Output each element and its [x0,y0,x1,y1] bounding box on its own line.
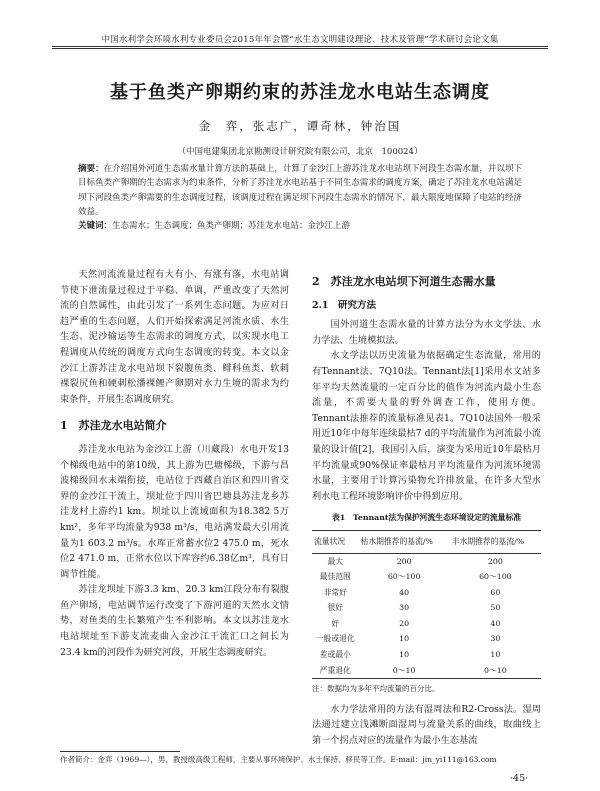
table-header-cell: 流量状况 [312,530,359,553]
header-rule-thin [52,48,548,49]
table-cell: 非常好 [323,587,347,597]
footnote-rule [60,751,180,752]
table-row [312,616,541,632]
table-note: 注：数据均为多年平均流量的百分比。 [312,684,440,694]
table-cell: 40 [490,618,501,628]
intro-paragraph: 天然河流流量过程有大有小、有涨有落，水电站调节使下泄流量过程过于平稳、单调，严重改变了天然河流的自然属性，由此引发了一系列生态问题。为应对日趋严重的生态问题，人们开始探索满足河流水质、水生生态、泥沙输运等生态需求的调度方式，以实现水电工程调度从传统的调度方式向生态调度的转变。本文以金沙江上游苏洼龙水电站坝下裂腹鱼类、鲱科鱼类、软刺裸裂尻鱼和硬刺松潘裸鲤产卵期对水力生境的需求为约束条件，开展生态调度研究。 [60,269,289,405]
table-cell: 30 [490,634,501,644]
table-cell: 0～10 [359,663,450,679]
right-column [312,260,541,749]
section-2-heading: 2 苏洼龙水电站坝下河道生态需水量 [312,275,496,288]
table-cell: 10 [490,650,501,660]
table-cell: 最大 [327,556,344,566]
header-rule [52,46,548,47]
table-cell: 30 [399,603,410,613]
abstract-block [78,162,522,233]
keywords-label: 关键词： [78,221,113,232]
table-row [312,631,541,647]
table-row [312,663,541,679]
author-footnote: 作者简介：金弈（1969—），男，教授级高级工程师，主要从事环境保护、水土保持、移民等工作。E-mail：jin_yi111@163.com [60,755,497,764]
table-cell: 0～10 [450,663,541,679]
table-cell: 好 [331,618,340,628]
table-header-cell: 丰水期推荐的基流/% [450,530,541,553]
table-cell: 60～100 [387,572,421,582]
section-2-1-heading: 2.1 研究方法 [312,299,377,311]
tennant-table [312,530,541,679]
page-number: ·45· [510,773,529,784]
keywords [78,219,522,233]
table-header-row [312,530,541,553]
table-cell: 很好 [327,603,344,613]
table-row [312,569,541,585]
section-2-1-paragraph-3: 水力学法常用的方法有湿周法和R2-Cross法。湿周法通过建立浅滩断面湿周与流量关系的曲线，取曲线上第一个拐点对应的流量作为最小生态基流 [312,703,541,747]
section-2-1-paragraph-2: 水文学法以历史流量为依据确定生态流量，常用的有Tennant法、7Q10法。Tennant法[1]采用水文站多年平均天然流量的一定百分比的值作为河流内最小生态流量，不需要大量的野外调查工作，使用方便。Tennant法推荐的流量标准见表1。7Q10法国外一般采用近10年中每年连续最枯7 d的平均流量作为河流最小流量的设计值[2]，我国引入后，演变为采用近10年最枯月平均流量或90%保证率最枯月平均流量作为河流环境需水量，主要用于计算污染物允许排放量，在许多大型水利水电工程环境影响评价中得到应用。 [312,350,541,502]
table-cell: 200 [487,556,503,566]
table-row [312,553,541,569]
table-header-cell: 枯水期推荐的基流/% [359,530,450,553]
table-cell: 40 [399,587,410,597]
table-row [312,647,541,663]
table-cell: 严重退化 [312,663,359,679]
table-cell: 60 [490,587,501,597]
section-1-heading: 1 苏洼龙水电站简介 [60,419,167,433]
abstract-label: 摘要： [78,164,104,174]
paper-affiliation: （中国电建集团北京勘测设计研究院有限公司，北京 100024） [177,147,423,157]
table-cell: 一般或退化 [315,634,355,644]
table-cell: 10 [399,650,410,660]
running-head: 中国水利学会环境水利专业委员会2015年年会暨“水生态文明建设理论、技术及管理”学术研讨会论文集 [101,35,499,45]
left-column [60,267,289,660]
table-cell: 差或最小 [319,650,351,660]
abstract-text: 在介绍国外河道生态需水量计算方法的基础上，计算了金沙江上游苏洼龙水电站坝下河段生态需水量，并以坝下目标鱼类产卵期的生态需求为约束条件，分析了苏洼龙水电站基于不同生态需求的调度方案，确定了苏洼龙水电站满足坝下河段鱼类产卵需要的生态调度过程，该调度过程在满足坝下河段生态需水的情况下，最大限度地保障了电站的经济效益。 [78,164,522,217]
table-cell: 60～100 [479,572,512,582]
section-2-1-paragraph-1: 国外河道生态需水量的计算方法分为水文学法、水力学法、生境模拟法。 [312,319,541,346]
table-row [312,585,541,601]
table-cell: 20 [399,618,410,628]
paper-authors: 金 弈，张志广，谭奇林，钟治国 [198,119,402,133]
table-cell: 10 [399,634,410,644]
table-cell: 最佳范围 [319,572,351,582]
abstract [78,162,522,219]
table-row [312,600,541,616]
section-1-paragraph-1: 苏洼龙水电站为金沙江上游（川藏段）水电开发13个梯级电站中的第10级，其上游为巴塘梯级，下游与昌波梯级回水末端衔接，电站位于西藏自治区和四川省交界的金沙江干流上，坝址位于四川省巴塘县苏洼龙乡苏洼龙村上游约1 km。坝址以上流域面积为18.382 5万km²，多年平均流量为938 m³/s，电站满发最大引用流量为1 603.2 m³/s。水库正常蓄水位2 475.0 m，死水位2 471.0 m，正常水位以下库容约6.38亿m³，具有日调节性能。 [60,443,289,580]
paper-title: 基于鱼类产卵期约束的苏洼龙水电站生态调度 [110,82,490,103]
table-cell: 200 [396,556,412,566]
table-caption: 表1 Tennant法为保护河流生态环境设定的流量标准 [331,513,522,523]
table-cell: 50 [490,603,501,613]
section-1-paragraph-2: 苏洼龙坝址下游3.3 km、20.3 km江段分布有裂腹鱼产卵场，电站调节运行改变了下游河道的天然水文情势，对鱼类的生长繁殖产生不利影响。本文以苏洼龙水电站坝址至下游支流麦曲入金沙江干流汇口之间长为23.4 km的河段作为研究河段，开展生态调度研究。 [60,584,289,658]
keywords-text: 生态需水；生态调度；鱼类产卵期；苏洼龙水电站；金沙江上游 [112,221,351,232]
